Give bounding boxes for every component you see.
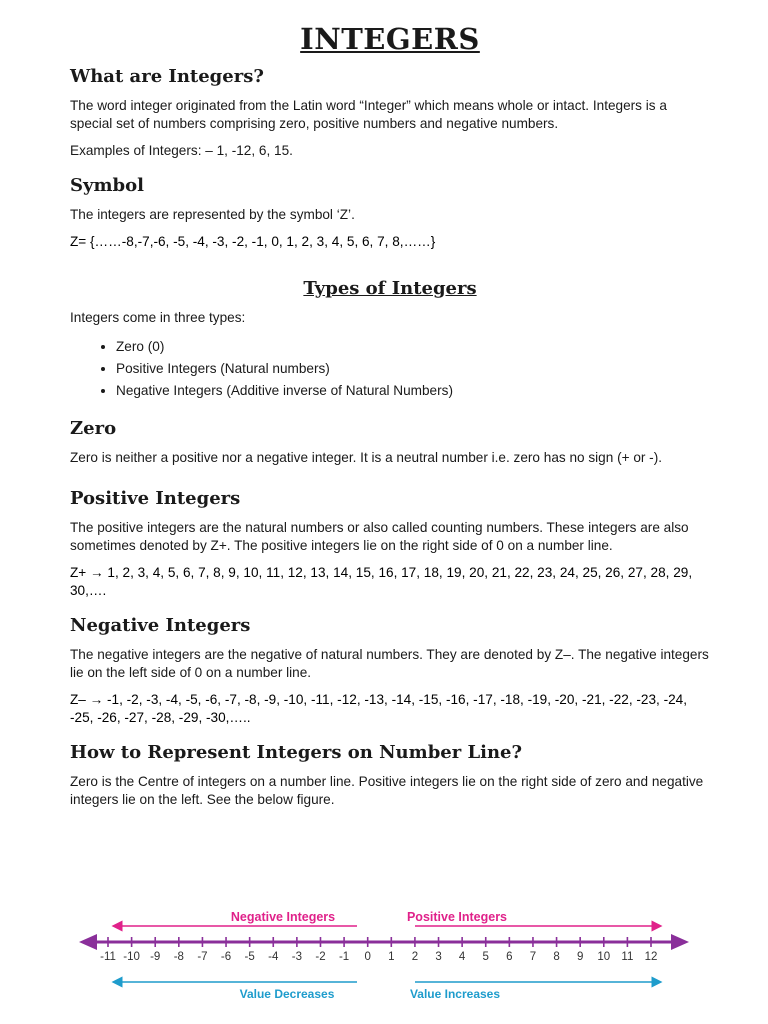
paragraph-symbol: The integers are represented by the symbol ‘Z’.	[70, 207, 355, 222]
tick-label: 7	[529, 951, 537, 963]
positive-integers-label: Positive Integers	[406, 910, 508, 924]
value-decreases-label: Value Decreases	[239, 987, 335, 1001]
tick-label: -11	[100, 951, 116, 963]
tick-label: 1	[388, 951, 395, 963]
tick-label: -7	[197, 951, 208, 963]
number-line-svg	[75, 902, 695, 1012]
list-item: • Positive Integers (Natural numbers)	[116, 358, 710, 380]
tick-label: -1	[338, 951, 350, 963]
tick-label: -10	[123, 951, 140, 963]
list-item: • Negative Integers (Additive inverse of Natural Numbers)	[116, 380, 710, 402]
tick-label: -6	[220, 951, 232, 963]
right-arrowhead	[671, 934, 689, 950]
page-title: INTEGERS	[300, 22, 480, 56]
paragraph-zero: Zero is neither a positive nor a negative integer. It is a neutral number i.e. zero has no sign (+ or -).	[70, 450, 663, 465]
paragraph-positive: The positive integers are the natural numbers or also called counting numbers. These integers are also sometimes denoted by Z+. The positive integers lie on the right side of 0 on a number line.	[70, 520, 689, 553]
tick-label: -8	[173, 951, 184, 963]
heading-number-line: How to Represent Integers on Number Line?	[70, 742, 523, 763]
tick-label: 11	[621, 951, 634, 963]
heading-what-are-integers: What are Integers?	[70, 66, 264, 87]
heading-symbol: Symbol	[70, 175, 144, 196]
tick-label: 12	[644, 951, 658, 963]
paragraph-definition: The word integer originated from the Latin word “Integer” which means whole or intact. Integers is a special set of numbers comprising zero, positive numbers and negative numbers.	[70, 98, 667, 131]
tick-label: 5	[482, 951, 489, 963]
number-line-figure	[75, 902, 695, 1012]
negative-integers-label: Negative Integers	[230, 910, 336, 924]
left-arrowhead	[79, 934, 97, 950]
tick-label: 9	[576, 951, 584, 963]
tick-label: -9	[150, 951, 161, 963]
tick-label: -3	[291, 951, 302, 963]
tick-label: 0	[364, 951, 371, 963]
paragraph-positive-set: Z+ → 1, 2, 3, 4, 5, 6, 7, 8, 9, 10, 11, 12, 13, 14, 15, 16, 17, 18, 19, 20, 21, 22, 23, 24, 25, 26, 27, 28, 29, 30,….	[70, 565, 693, 598]
tick-label: -4	[268, 951, 279, 963]
tick-label: -2	[315, 951, 326, 963]
tick-label: 3	[435, 951, 442, 963]
tick-label: 10	[597, 951, 611, 963]
heading-positive-integers: Positive Integers	[70, 488, 241, 509]
paragraph-types-intro: Integers come in three types:	[70, 310, 246, 325]
tick-label: 6	[506, 951, 513, 963]
heading-negative-integers: Negative Integers	[70, 615, 251, 636]
list-item: • Zero (0)	[116, 336, 710, 358]
heading-zero: Zero	[70, 418, 117, 439]
paragraph-negative: The negative integers are the negative of natural numbers. They are denoted by Z–. The negative integers lie on the left side of 0 on a number line.	[70, 647, 709, 680]
heading-types-of-integers: Types of Integers	[303, 278, 477, 299]
paragraph-negative-set: Z– → -1, -2, -3, -4, -5, -6, -7, -8, -9, -10, -11, -12, -13, -14, -15, -16, -17, -18, -19, -20, -21, -22, -23, -24, -25, -26, -27, -28, -29, -30,…..	[70, 692, 688, 725]
tick-label: 2	[411, 951, 419, 963]
value-increases-label: Value Increases	[409, 987, 501, 1001]
document-page	[70, 22, 710, 818]
tick-label: -5	[244, 951, 255, 963]
tick-label: 8	[553, 951, 560, 963]
paragraph-integer-set: Z= {……-8,-7,-6, -5, -4, -3, -2, -1, 0, 1, 2, 3, 4, 5, 6, 7, 8,……}	[70, 234, 436, 249]
paragraph-number-line: Zero is the Centre of integers on a number line. Positive integers lie on the right side of zero and negative integers lie on the left. See the below figure.	[70, 774, 704, 807]
types-list	[70, 336, 710, 402]
paragraph-examples: Examples of Integers: – 1, -12, 6, 15.	[70, 143, 293, 158]
tick-label: 4	[458, 951, 466, 963]
